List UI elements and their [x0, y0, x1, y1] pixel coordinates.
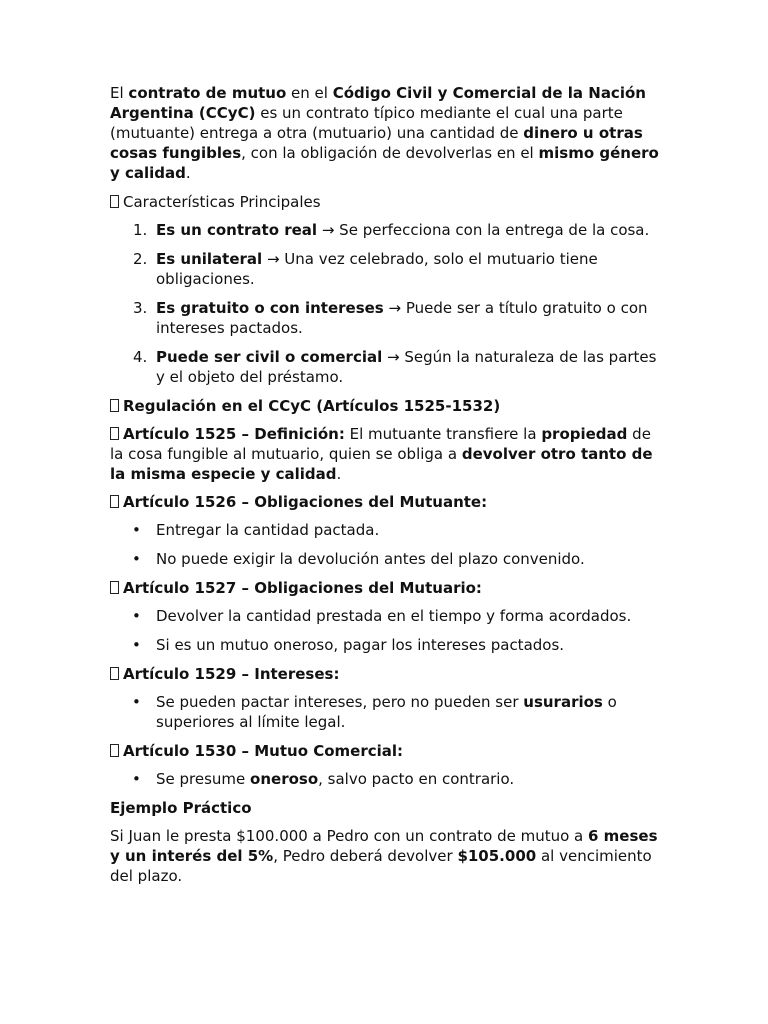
bullet-icon: •: [132, 770, 141, 788]
bullet-icon: •: [132, 521, 141, 539]
missing-glyph-icon: [110, 667, 119, 680]
list-item: [110, 606, 662, 626]
example-text: Si Juan le presta $100.000 a Pedro con un contrato de mutuo a: [110, 827, 589, 845]
list-item-term: usurarios: [523, 693, 603, 711]
article-1525-title: Artículo 1525 – Definición:: [123, 425, 345, 443]
list-item: [110, 635, 662, 655]
example-paragraph: [110, 826, 662, 886]
intro-paragraph: [110, 83, 662, 183]
feature-description: → Se perfecciona con la entrega de la cosa.: [317, 221, 650, 239]
feature-item: [110, 298, 662, 338]
feature-item: [110, 220, 662, 240]
article-1526-heading: [110, 492, 662, 512]
feature-number: 2.: [133, 250, 148, 268]
intro-code-name: Código Civil y Comercial de la Nación Argentina (CCyC): [110, 84, 646, 122]
article-1529-heading: [110, 664, 662, 684]
bullet-icon: •: [132, 550, 141, 568]
regulation-heading-label: Regulación en el CCyC (Artículos 1525-1532): [123, 397, 501, 415]
article-1529-title: Artículo 1529 – Intereses:: [123, 665, 340, 683]
article-1527-heading: [110, 578, 662, 598]
intro-text: El: [110, 84, 129, 102]
list-item: [110, 520, 662, 540]
example-term: 6 meses y un interés del 5%: [110, 827, 658, 865]
feature-number: 4.: [133, 348, 148, 366]
article-1527-title: Artículo 1527 – Obligaciones del Mutuario:: [123, 579, 482, 597]
bullet-icon: •: [132, 636, 141, 654]
article-1525-text: El mutuante transfiere la: [344, 425, 542, 443]
feature-description: → Una vez celebrado, solo el mutuario tiene obligaciones.: [156, 250, 598, 288]
article-1525-paragraph: [110, 424, 662, 484]
missing-glyph-icon: [110, 427, 119, 440]
features-list: [110, 220, 662, 387]
article-1529-list: [110, 692, 662, 732]
article-1525-text: .: [336, 465, 342, 483]
missing-glyph-icon: [110, 495, 119, 508]
intro-object: dinero u otras cosas fungibles: [110, 124, 643, 162]
intro-text: en el: [286, 84, 333, 102]
article-1525-term: propiedad: [541, 425, 628, 443]
list-item-text: , salvo pacto en contrario.: [318, 770, 515, 788]
list-item: [110, 769, 662, 789]
intro-text: .: [185, 164, 191, 182]
feature-title: Es un contrato real: [156, 221, 318, 239]
document-body: [110, 83, 662, 886]
list-item-text: Se pueden pactar intereses, pero no pueden ser: [156, 693, 524, 711]
article-1530-list: [110, 769, 662, 789]
intro-term: contrato de mutuo: [128, 84, 287, 102]
intro-text: , con la obligación de devolverlas en el: [241, 144, 539, 162]
example-amount: $105.000: [457, 847, 537, 865]
list-item: [110, 549, 662, 569]
missing-glyph-icon: [110, 195, 119, 208]
feature-description: → Puede ser a título gratuito o con intereses pactados.: [156, 299, 648, 337]
list-item-text: o superiores al límite legal.: [156, 693, 617, 731]
feature-item: [110, 249, 662, 289]
missing-glyph-icon: [110, 399, 119, 412]
feature-title: Puede ser civil o comercial: [156, 348, 383, 366]
intro-text: es un contrato típico mediante el cual una parte (mutuante) entrega a otra (mutuario) una cantidad de: [110, 104, 623, 142]
article-1530-heading: [110, 741, 662, 761]
feature-title: Es unilateral: [156, 250, 263, 268]
article-1527-list: [110, 606, 662, 655]
bullet-icon: •: [132, 693, 141, 711]
feature-description: → Según la naturaleza de las partes y el objeto del préstamo.: [156, 348, 657, 386]
regulation-heading: [110, 396, 662, 416]
list-item: [110, 692, 662, 732]
missing-glyph-icon: [110, 581, 119, 594]
article-1525-text: de la cosa fungible al mutuario, quien se obliga a: [110, 425, 651, 463]
intro-obligation: mismo género y calidad: [110, 144, 659, 182]
list-item-term: oneroso: [250, 770, 319, 788]
article-1530-title: Artículo 1530 – Mutuo Comercial:: [123, 742, 404, 760]
feature-title: Es gratuito o con intereses: [156, 299, 384, 317]
features-heading-label: Características Principales: [123, 193, 321, 211]
feature-number: 1.: [133, 221, 148, 239]
article-1526-title: Artículo 1526 – Obligaciones del Mutuante:: [123, 493, 488, 511]
article-1526-list: [110, 520, 662, 569]
list-item-text: No puede exigir la devolución antes del plazo convenido.: [156, 550, 585, 568]
list-item-text: Se presume: [156, 770, 251, 788]
article-1525-term: devolver otro tanto de la misma especie y calidad: [110, 445, 653, 483]
list-item-text: Entregar la cantidad pactada.: [156, 521, 380, 539]
example-heading: [110, 798, 662, 818]
list-item-text: Si es un mutuo oneroso, pagar los intereses pactados.: [156, 636, 565, 654]
list-item-text: Devolver la cantidad prestada en el tiempo y forma acordados.: [156, 607, 632, 625]
features-heading: [110, 192, 662, 212]
missing-glyph-icon: [110, 744, 119, 757]
example-title: Ejemplo Práctico: [110, 799, 252, 817]
feature-item: [110, 347, 662, 387]
example-text: , Pedro deberá devolver: [273, 847, 458, 865]
example-text: al vencimiento del plazo.: [110, 847, 652, 885]
bullet-icon: •: [132, 607, 141, 625]
feature-number: 3.: [133, 299, 148, 317]
